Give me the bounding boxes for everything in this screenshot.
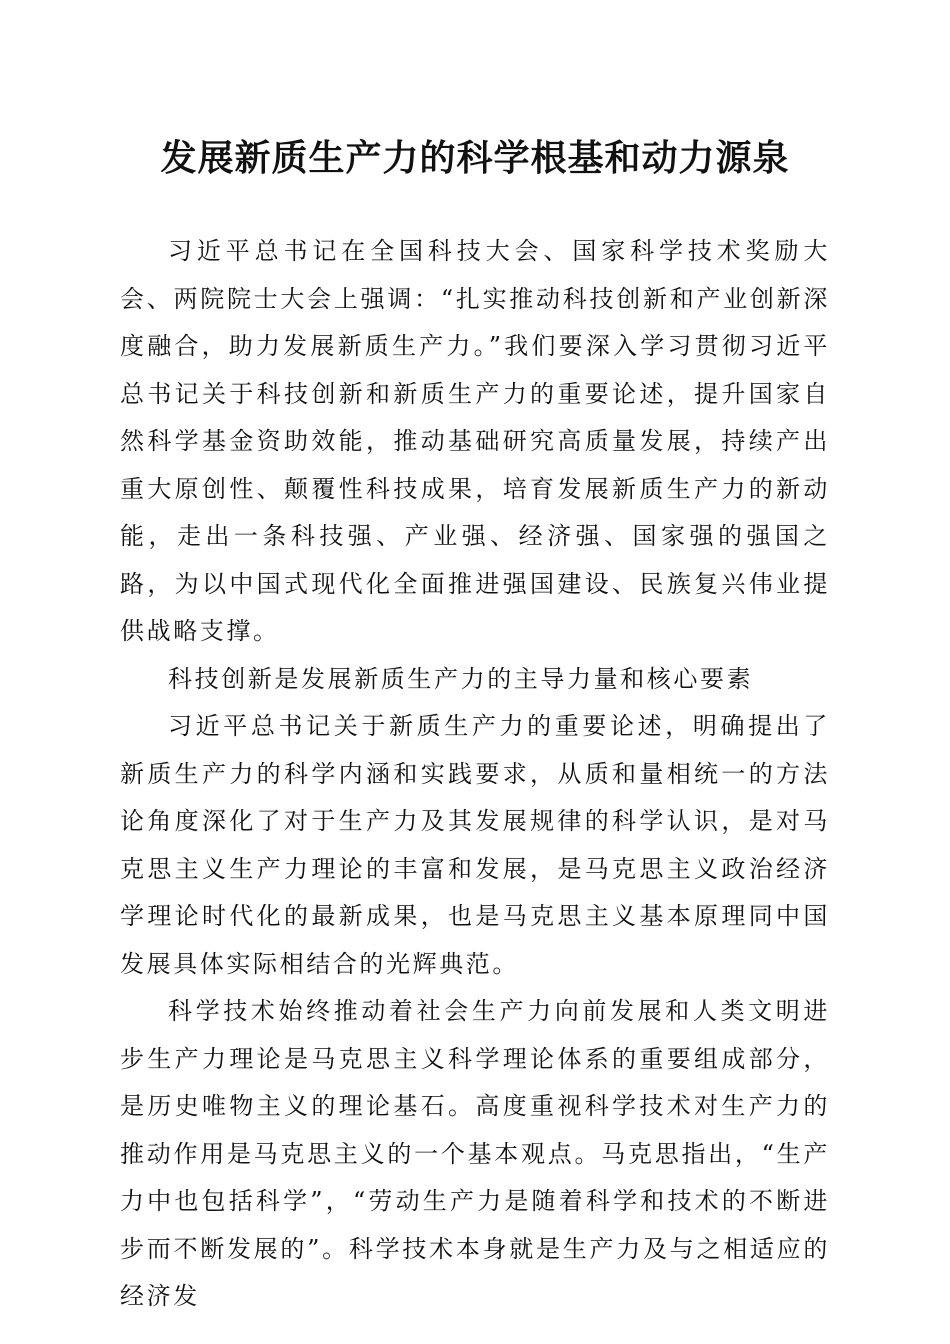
paragraph-new-productivity: 习近平总书记关于新质生产力的重要论述，明确提出了新质生产力的科学内涵和实践要求，从质和量相统一的方法论角度深化了对于生产力及其发展规律的科学认识，是对马克思主义生产力理论的丰富和发展，是马克思主义政治经济学理论时代化的最新成果，也是马克思主义基本原理同中国发展具体实际相结合的光辉典范。: [120, 712, 830, 978]
section-heading: 科技创新是发展新质生产力的主导力量和核心要素: [168, 664, 754, 693]
document-title: 发展新质生产力的科学根基和动力源泉: [160, 137, 790, 179]
paragraph-intro: 习近平总书记在全国科技大会、国家科学技术奖励大会、两院院士大会上强调：“扎实推动科技创新和产业创新深度融合，助力发展新质生产力。”我们要深入学习贯彻习近平总书记关于科技创新和新质生产力的重要论述，提升国家自然科学基金资助效能，推动基础研究高质量发展，持续产出重大原创性、颠覆性科技成果，培育发展新质生产力的新动能，走出一条科技强、产业强、经济强、国家强的强国之路，为以中国式现代化全面推进强国建设、民族复兴伟业提供战略支撑。: [120, 237, 830, 645]
paragraph-science-technology: 科学技术始终推动着社会生产力向前发展和人类文明进步生产力理论是马克思主义科学理论体系的重要组成部分，是历史唯物主义的理论基石。高度重视科学技术对生产力的推动作用是马克思主义的一个基本观点。马克思指出，“生产力中也包括科学”，“劳动生产力是随着科学和技术的不断进步而不断发展的”。科学技术本身就是生产力及与之相适应的经济发: [120, 997, 830, 1310]
document-body: [120, 228, 830, 1321]
